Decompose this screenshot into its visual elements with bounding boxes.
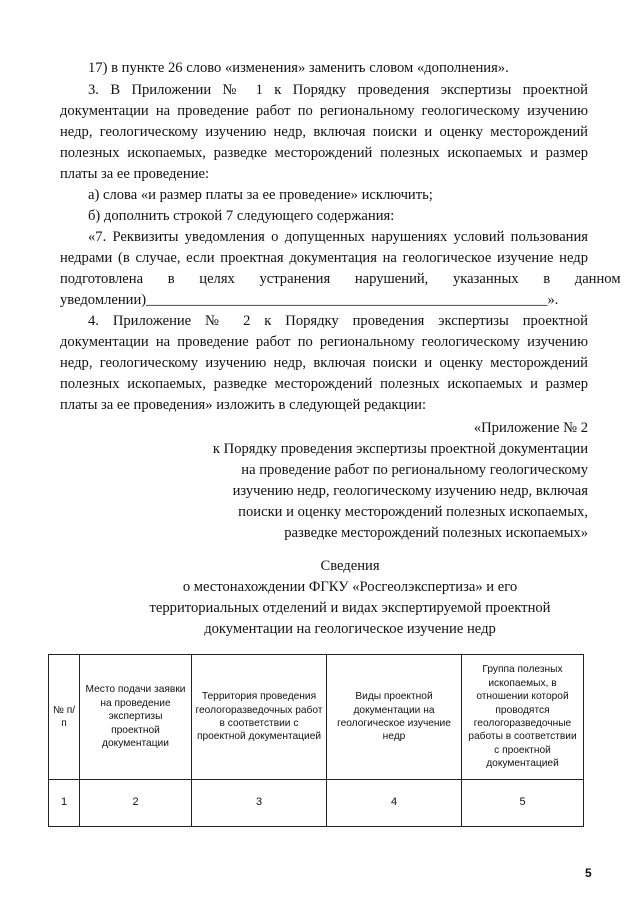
section-title: Сведения: [320, 558, 380, 574]
table-cell: 3: [192, 780, 327, 827]
paragraph-line: «7. Реквизиты уведомления о допущенных нарушениях условий пользования: [88, 229, 588, 245]
table-header-row: [49, 655, 584, 780]
header-cell-territory: Территория проведения геологоразведочных работ в соответствии с проектной документацией: [192, 655, 327, 780]
paragraph-line: подготовлена в целях устранения нарушений, указанных в данном: [60, 271, 621, 287]
appendix-header-line: изучению недр, геологическому изучению недр, включая: [232, 483, 588, 499]
data-table: [48, 654, 584, 827]
appendix-header-line: поиски и оценку месторождений полезных ископаемых,: [238, 504, 588, 520]
appendix-header-line: на проведение работ по региональному геологическому: [241, 462, 588, 478]
header-cell-minerals-group: Группа полезных ископаемых, в отношении которой проводятся геологоразведочные работы в соответствии с проектной документацией: [462, 655, 584, 780]
appendix-header-line: к Порядку проведения экспертизы проектной документации: [212, 441, 588, 457]
header-cell-number: № п/п: [49, 655, 80, 780]
table-cell: 5: [462, 780, 584, 827]
page-number: 5: [585, 866, 592, 880]
appendix-header-line: разведке месторождений полезных ископаемых»: [284, 525, 588, 541]
paragraph-line: платы за ее проведение:: [60, 166, 210, 182]
appendix-header-line: «Приложение № 2: [473, 420, 588, 436]
section-title-line: документации на геологическое изучение недр: [204, 621, 496, 637]
table-row: [49, 780, 584, 827]
paragraph-line: платы за ее проведения» изложить в следующей редакции:: [60, 397, 426, 413]
table-cell: 1: [49, 780, 80, 827]
table-cell: 4: [327, 780, 462, 827]
paragraph-line: а) слова «и размер платы за ее проведение» исключить;: [88, 187, 433, 203]
paragraph-line: 17) в пункте 26 слово «изменения» заменить словом «дополнения».: [88, 60, 509, 76]
paragraph-line: документации на проведение работ по региональному геологическому изучению: [60, 334, 588, 350]
paragraph-line: уведомлении)_______________________________________________________».: [60, 292, 559, 308]
paragraph-line: 3. В Приложении № 1 к Порядку проведения экспертизы проектной: [88, 82, 588, 98]
paragraph-line: б) дополнить строкой 7 следующего содержания:: [88, 208, 395, 224]
paragraph-line: недрами (в случае, если проектная документация на геологическое изучение недр: [60, 250, 588, 266]
section-title-line: о местонахождении ФГКУ «Росгеолэкспертиза» и его: [182, 579, 518, 595]
paragraph-line: документации на проведение работ по региональному геологическому изучению: [60, 103, 588, 119]
header-cell-doc-types: Виды проектной документации на геологическое изучение недр: [327, 655, 462, 780]
section-title-line: территориальных отделений и видах экспертируемой проектной: [149, 600, 551, 616]
paragraph-line: полезных ископаемых, разведке месторождений полезных ископаемых и размер: [60, 376, 588, 392]
header-cell-location: Место подачи заявки на проведение экспертизы проектной документации: [80, 655, 192, 780]
paragraph-line: 4. Приложение № 2 к Порядку проведения экспертизы проектной: [88, 313, 588, 329]
paragraph-line: полезных ископаемых, разведке месторождений полезных ископаемых и размер: [60, 145, 588, 161]
paragraph-line: недр, геологическому изучению недр, включая поиски и оценку месторождений: [60, 355, 588, 371]
table-cell: 2: [80, 780, 192, 827]
paragraph-line: недр, геологическому изучению недр, включая поиски и оценку месторождений: [60, 124, 588, 140]
